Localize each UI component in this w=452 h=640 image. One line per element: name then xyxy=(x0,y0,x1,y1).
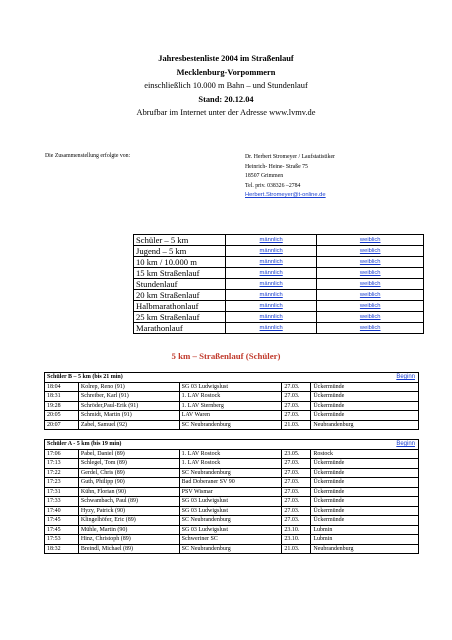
time-cell: 20:07 xyxy=(45,420,79,430)
date-cell: 27.03. xyxy=(282,411,311,421)
credit-city: 18507 Grimmen xyxy=(245,173,284,180)
male-link[interactable]: männlich xyxy=(259,314,283,320)
result-row xyxy=(45,459,419,469)
time-cell: 17:40 xyxy=(45,506,79,516)
category-row xyxy=(134,268,424,279)
date-cell: 27.03. xyxy=(282,401,311,411)
result-row xyxy=(45,468,419,478)
female-link[interactable]: weiblich xyxy=(359,325,381,331)
time-cell: 20:05 xyxy=(45,411,79,421)
group-begin-cell xyxy=(311,373,419,383)
category-name: Stundenlauf xyxy=(134,279,226,290)
group-title: Schüler B – 5 km (bis 21 min) xyxy=(45,373,311,383)
result-row xyxy=(45,506,419,516)
athlete-cell: Schröder,Paul-Erik (91) xyxy=(78,401,179,411)
date-cell: 21.03. xyxy=(282,420,311,430)
date-cell: 23.10. xyxy=(282,535,311,545)
time-cell: 18:04 xyxy=(45,382,79,392)
header-subtitle: einschließlich 10.000 m Bahn – und Stundenlauf xyxy=(144,81,308,90)
begin-link[interactable]: Beginn xyxy=(396,441,415,447)
time-cell: 17:13 xyxy=(45,459,79,469)
club-cell: SG 03 Ludwigslust xyxy=(179,506,282,516)
club-cell: SG 03 Ludwigslust xyxy=(179,382,282,392)
male-link[interactable]: männlich xyxy=(259,270,283,276)
male-link[interactable]: männlich xyxy=(259,259,283,265)
credit-contact xyxy=(245,153,335,201)
category-name: Marathonlauf xyxy=(134,323,226,334)
result-row xyxy=(45,497,419,507)
category-cell-male xyxy=(225,246,317,257)
spacer-cell xyxy=(45,430,419,440)
time-cell: 17:31 xyxy=(45,487,79,497)
female-link[interactable]: weiblich xyxy=(359,314,381,320)
date-cell: 27.03. xyxy=(282,392,311,402)
category-name: Schüler – 5 km xyxy=(134,235,226,246)
category-cell-male xyxy=(225,301,317,312)
result-row xyxy=(45,449,419,459)
result-row xyxy=(45,420,419,430)
date-cell: 23.05. xyxy=(282,449,311,459)
female-link[interactable]: weiblich xyxy=(359,270,381,276)
category-cell-female xyxy=(317,301,424,312)
category-row xyxy=(134,246,424,257)
category-name: 15 km Straßenlauf xyxy=(134,268,226,279)
venue-cell: Neubrandenburg xyxy=(311,544,419,554)
category-cell-male xyxy=(225,268,317,279)
venue-cell: Ückermünde xyxy=(311,411,419,421)
club-cell: PSV Wismar xyxy=(179,487,282,497)
credit-email-link[interactable]: Herbert.Stromeyer@t-online.de xyxy=(245,192,326,199)
date-cell: 27.03. xyxy=(282,459,311,469)
group-title: Schüler A - 5 km (bis 19 min) xyxy=(45,440,311,450)
male-link[interactable]: männlich xyxy=(259,292,283,298)
header-region: Mecklenburg-Vorpommern xyxy=(176,67,276,77)
venue-cell: Ückermünde xyxy=(311,487,419,497)
category-row xyxy=(134,301,424,312)
club-cell: SC Neubrandenburg xyxy=(179,544,282,554)
athlete-cell: Schwambach, Paul (89) xyxy=(78,497,179,507)
result-row xyxy=(45,411,419,421)
category-row xyxy=(134,279,424,290)
category-row xyxy=(134,235,424,246)
category-cell-female xyxy=(317,323,424,334)
credit-street: Heinrich- Heine- Straße 75 xyxy=(245,163,308,170)
category-cell-male xyxy=(225,312,317,323)
category-name: Halbmarathonlauf xyxy=(134,301,226,312)
athlete-cell: Klingelhöfer, Eric (89) xyxy=(78,516,179,526)
category-name: 20 km Straßenlauf xyxy=(134,290,226,301)
credit-name: Dr. Herbert Stromeyer / Laufstatistiker xyxy=(245,154,335,160)
header-url-note: Abrufbar im Internet unter der Adresse www.lvmv.de xyxy=(136,108,316,117)
venue-cell: Lubmin xyxy=(311,535,419,545)
venue-cell: Neubrandenburg xyxy=(311,420,419,430)
club-cell: Schweriner SC xyxy=(179,535,282,545)
time-cell: 17:22 xyxy=(45,468,79,478)
group-header-row xyxy=(45,373,419,383)
female-link[interactable]: weiblich xyxy=(359,237,381,243)
category-cell-female xyxy=(317,246,424,257)
athlete-cell: Kühn, Florian (90) xyxy=(78,487,179,497)
athlete-cell: Zabel, Samuel (92) xyxy=(78,420,179,430)
club-cell: SC Neubrandenburg xyxy=(179,468,282,478)
category-cell-female xyxy=(317,290,424,301)
time-cell: 18:31 xyxy=(45,392,79,402)
result-row xyxy=(45,478,419,488)
male-link[interactable]: männlich xyxy=(259,303,283,309)
time-cell: 17:45 xyxy=(45,516,79,526)
club-cell: LAV Waren xyxy=(179,411,282,421)
header-date: Stand: 20.12.04 xyxy=(198,94,254,104)
category-cell-female xyxy=(317,312,424,323)
female-link[interactable]: weiblich xyxy=(359,248,381,254)
date-cell: 27.03. xyxy=(282,506,311,516)
venue-cell: Ückermünde xyxy=(311,506,419,516)
begin-link[interactable]: Beginn xyxy=(396,374,415,380)
female-link[interactable]: weiblich xyxy=(359,281,381,287)
date-cell: 27.03. xyxy=(282,497,311,507)
male-link[interactable]: männlich xyxy=(259,281,283,287)
category-cell-male xyxy=(225,290,317,301)
category-cell-male xyxy=(225,235,317,246)
group-spacer xyxy=(45,430,419,440)
venue-cell: Ückermünde xyxy=(311,459,419,469)
athlete-cell: Mühle, Martin (90) xyxy=(78,525,179,535)
male-link[interactable]: männlich xyxy=(259,248,283,254)
result-row xyxy=(45,487,419,497)
club-cell: 1. LAV Rostock xyxy=(179,459,282,469)
date-cell: 27.03. xyxy=(282,468,311,478)
date-cell: 27.03. xyxy=(282,478,311,488)
result-row xyxy=(45,382,419,392)
header-title: Jahresbestenliste 2004 im Straßenlauf xyxy=(158,54,294,63)
date-cell: 23.10. xyxy=(282,525,311,535)
date-cell: 27.03. xyxy=(282,487,311,497)
female-link[interactable]: weiblich xyxy=(359,292,381,298)
credit-phone: Tel. priv. 038326 –2784 xyxy=(245,182,301,189)
category-cell-female xyxy=(317,235,424,246)
club-cell: Bad Doberaner SV 90 xyxy=(179,478,282,488)
venue-cell: Ückermünde xyxy=(311,401,419,411)
category-cell-female xyxy=(317,257,424,268)
venue-cell: Ückermünde xyxy=(311,516,419,526)
category-cell-male xyxy=(225,279,317,290)
athlete-cell: Breindl, Michael (89) xyxy=(78,544,179,554)
date-cell: 27.03. xyxy=(282,382,311,392)
club-cell: 1. LAV Rostock xyxy=(179,392,282,402)
club-cell: SC Neubrandenburg xyxy=(179,516,282,526)
section-title: 5 km – Straßenlauf (Schüler) xyxy=(171,351,281,361)
venue-cell: Ückermünde xyxy=(311,382,419,392)
document-header xyxy=(0,52,452,120)
category-row xyxy=(134,290,424,301)
category-index-table xyxy=(133,234,424,334)
athlete-cell: Hyzy, Patrick (90) xyxy=(78,506,179,516)
athlete-cell: Kolrep, Reno (91) xyxy=(78,382,179,392)
category-row xyxy=(134,257,424,268)
result-row xyxy=(45,516,419,526)
result-row xyxy=(45,401,419,411)
male-link[interactable]: männlich xyxy=(259,325,283,331)
club-cell: SC Neubrandenburg xyxy=(179,420,282,430)
female-link[interactable]: weiblich xyxy=(359,303,381,309)
result-row xyxy=(45,535,419,545)
athlete-cell: Guth, Philipp (90) xyxy=(78,478,179,488)
result-row xyxy=(45,392,419,402)
venue-cell: Ückermünde xyxy=(311,392,419,402)
time-cell: 19:28 xyxy=(45,401,79,411)
athlete-cell: Schmidt, Martin (91) xyxy=(78,411,179,421)
results-table xyxy=(44,372,419,554)
time-cell: 17:33 xyxy=(45,497,79,507)
category-name: Jugend – 5 km xyxy=(134,246,226,257)
athlete-cell: Hinz, Christoph (89) xyxy=(78,535,179,545)
category-cell-female xyxy=(317,268,424,279)
athlete-cell: Schlegel, Tom (89) xyxy=(78,459,179,469)
venue-cell: Ückermünde xyxy=(311,468,419,478)
result-row xyxy=(45,544,419,554)
category-row xyxy=(134,312,424,323)
time-cell: 17:45 xyxy=(45,525,79,535)
date-cell: 27.03. xyxy=(282,516,311,526)
time-cell: 17:23 xyxy=(45,478,79,488)
athlete-cell: Gerdel, Chris (89) xyxy=(78,468,179,478)
category-cell-male xyxy=(225,323,317,334)
athlete-cell: Pabel, Daniel (89) xyxy=(78,449,179,459)
group-begin-cell xyxy=(311,440,419,450)
group-header-row xyxy=(45,440,419,450)
club-cell: 1. LAV Rostock xyxy=(179,449,282,459)
time-cell: 18:32 xyxy=(45,544,79,554)
time-cell: 17:06 xyxy=(45,449,79,459)
venue-cell: Ückermünde xyxy=(311,497,419,507)
female-link[interactable]: weiblich xyxy=(359,259,381,265)
club-cell: SG 03 Ludwigslust xyxy=(179,497,282,507)
venue-cell: Ückermünde xyxy=(311,478,419,488)
category-name: 10 km / 10.000 m xyxy=(134,257,226,268)
athlete-cell: Schreiber, Karl (91) xyxy=(78,392,179,402)
male-link[interactable]: männlich xyxy=(259,237,283,243)
category-cell-female xyxy=(317,279,424,290)
club-cell: SG 03 Ludwigslust xyxy=(179,525,282,535)
venue-cell: Lubmin xyxy=(311,525,419,535)
category-row xyxy=(134,323,424,334)
date-cell: 21.03. xyxy=(282,544,311,554)
result-row xyxy=(45,525,419,535)
credit-label: Die Zusammenstellung erfolgte von: xyxy=(45,153,131,159)
category-name: 25 km Straßenlauf xyxy=(134,312,226,323)
venue-cell: Rostock xyxy=(311,449,419,459)
time-cell: 17:53 xyxy=(45,535,79,545)
club-cell: 1. LAV Sternberg xyxy=(179,401,282,411)
category-cell-male xyxy=(225,257,317,268)
